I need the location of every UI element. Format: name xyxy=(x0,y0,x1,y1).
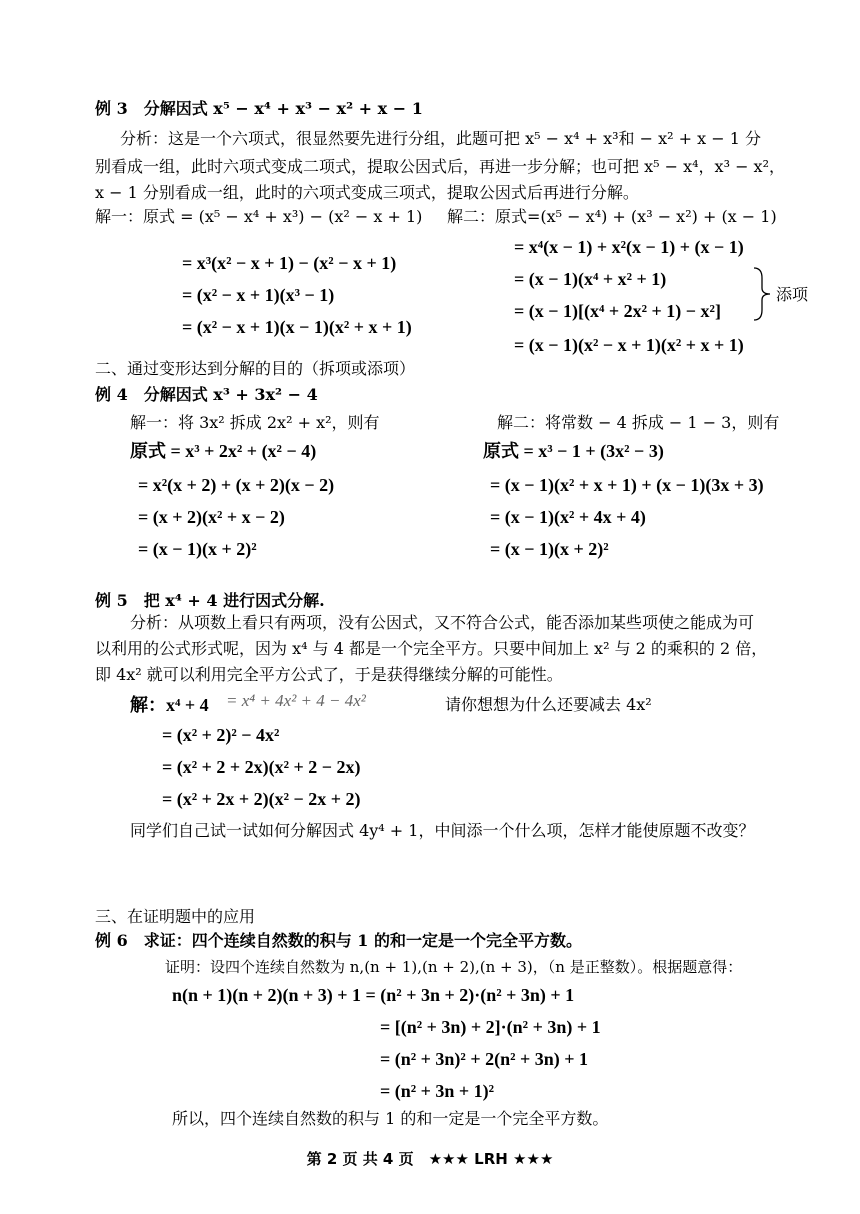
ex4-solution2-step1: = (x − 1)(x² + x + 1) + (x − 1)(3x + 3) xyxy=(490,475,764,495)
ex5-solution-step1: = (x² + 2)² − 4x² xyxy=(162,725,280,745)
ex3-solution1-step1: = x³(x² − x + 1) − (x² − x + 1) xyxy=(182,253,397,273)
curly-brace-icon xyxy=(752,266,774,322)
ex6-conclusion: 所以，四个连续自然数的积与 1 的和一定是一个完全平方数。 xyxy=(172,1109,609,1128)
ex3-solution1-step3: = (x² − x + 1)(x − 1)(x² + x + 1) xyxy=(182,317,412,337)
ex4-title: 例 4 分解因式 x³ + 3x² − 4 xyxy=(95,385,318,404)
ex3-solution1-start: 解一：原式 = (x⁵ − x⁴ + x³) − (x² − x + 1) xyxy=(95,207,423,226)
ex3-title: 例 3 分解因式 x⁵ − x⁴ + x³ − x² + x − 1 xyxy=(95,99,423,118)
ex4-solution2-step2: = (x − 1)(x² + 4x + 4) xyxy=(490,507,646,527)
ex3-solution2-step2: = (x − 1)(x⁴ + x² + 1) xyxy=(514,269,667,289)
ex5-analysis-line3: 即 4x² 就可以利用完全平方公式了，于是获得继续分解的可能性。 xyxy=(95,665,563,684)
ex6-proof-step0: n(n + 1)(n + 2)(n + 3) + 1 = (n² + 3n + 2)·(n² + 3n) + 1 xyxy=(172,985,575,1005)
section-3-heading: 三、在证明题中的应用 xyxy=(95,907,256,926)
ex4-solution1-intro: 解一：将 3x² 拆成 2x² + x²，则有 xyxy=(130,413,380,432)
ex3-solution1-step2: = (x² − x + 1)(x³ − 1) xyxy=(182,285,335,305)
ex5-handwritten-step: = x⁴ + 4x² + 4 − 4x² xyxy=(226,691,366,710)
ex3-solution2-step1: = x⁴(x − 1) + x²(x − 1) + (x − 1) xyxy=(514,237,744,257)
ex3-solution2-start: 解二：原式=(x⁵ − x⁴) + (x³ − x²) + (x − 1) xyxy=(447,207,777,226)
ex3-solution2-step4: = (x − 1)(x² − x + 1)(x² + x + 1) xyxy=(514,335,744,355)
ex4-solution2-start: 原式 = x³ − 1 + (3x² − 3) xyxy=(483,441,664,461)
ex4-solution1-start: 原式 = x³ + 2x² + (x² − 4) xyxy=(130,441,317,461)
page-footer: 第 2 页 共 4 页 ★★★ LRH ★★★ xyxy=(306,1150,554,1168)
ex3-analysis-line1: 分析：这是一个六项式，很显然要先进行分组，此题可把 x⁵ − x⁴ + x³和 − x² + x − 1 分 xyxy=(120,129,762,148)
ex3-solution2-step3: = (x − 1)[(x⁴ + 2x² + 1) − x²] xyxy=(514,301,721,321)
ex5-analysis-line1: 分析：从项数上看只有两项，没有公因式，又不符合公式，能否添加某些项使之能成为可 xyxy=(130,613,755,632)
ex4-solution1-step1: = x²(x + 2) + (x + 2)(x − 2) xyxy=(138,475,335,495)
ex4-solution2-step3: = (x − 1)(x + 2)² xyxy=(490,539,609,559)
ex4-solution1-step2: = (x + 2)(x² + x − 2) xyxy=(138,507,285,527)
ex5-title: 例 5 把 x⁴ + 4 进行因式分解. xyxy=(95,591,325,610)
ex3-analysis-line3: x − 1 分别看成一组，此时的六项式变成三项式，提取公因式后再进行分解。 xyxy=(95,183,639,202)
ex6-title: 例 6 求证：四个连续自然数的积与 1 的和一定是一个完全平方数。 xyxy=(95,931,582,950)
ex6-proof-step1: = [(n² + 3n) + 2]·(n² + 3n) + 1 xyxy=(380,1017,601,1037)
ex5-solution-start: 解：x⁴ + 4 xyxy=(130,695,209,715)
ex6-proof-step2: = (n² + 3n)² + 2(n² + 3n) + 1 xyxy=(380,1049,588,1069)
ex6-proof-step3: = (n² + 3n + 1)² xyxy=(380,1081,495,1101)
bracket-note: 添项 xyxy=(776,285,809,304)
ex6-proof-intro: 证明：设四个连续自然数为 n,(n + 1),(n + 2),(n + 3)，（n 是正整数）。根据题意得： xyxy=(165,958,743,976)
ex5-exercise: 同学们自己试一试如何分解因式 4y⁴ + 1，中间添一个什么项，怎样才能使原题不改变？ xyxy=(130,821,755,840)
ex5-solution-step2: = (x² + 2 + 2x)(x² + 2 − 2x) xyxy=(162,757,361,777)
ex4-solution1-step3: = (x − 1)(x + 2)² xyxy=(138,539,257,559)
ex5-solution-step3: = (x² + 2x + 2)(x² − 2x + 2) xyxy=(162,789,361,809)
ex5-question: 请你想想为什么还要减去 4x² xyxy=(445,695,652,714)
ex5-analysis-line2: 以利用的公式形式呢，因为 x⁴ 与 4 都是一个完全平方。只要中间加上 x² 与 2 的乘积的 2 倍， xyxy=(95,639,768,658)
section-2-heading: 二、通过变形达到分解的目的（拆项或添项） xyxy=(95,359,416,378)
ex4-solution2-intro: 解二：将常数 − 4 拆成 − 1 − 3，则有 xyxy=(497,413,780,432)
ex3-analysis-line2: 别看成一组，此时六项式变成二项式，提取公因式后，再进一步分解；也可把 x⁵ − x⁴，x³ − x²， xyxy=(95,157,785,176)
